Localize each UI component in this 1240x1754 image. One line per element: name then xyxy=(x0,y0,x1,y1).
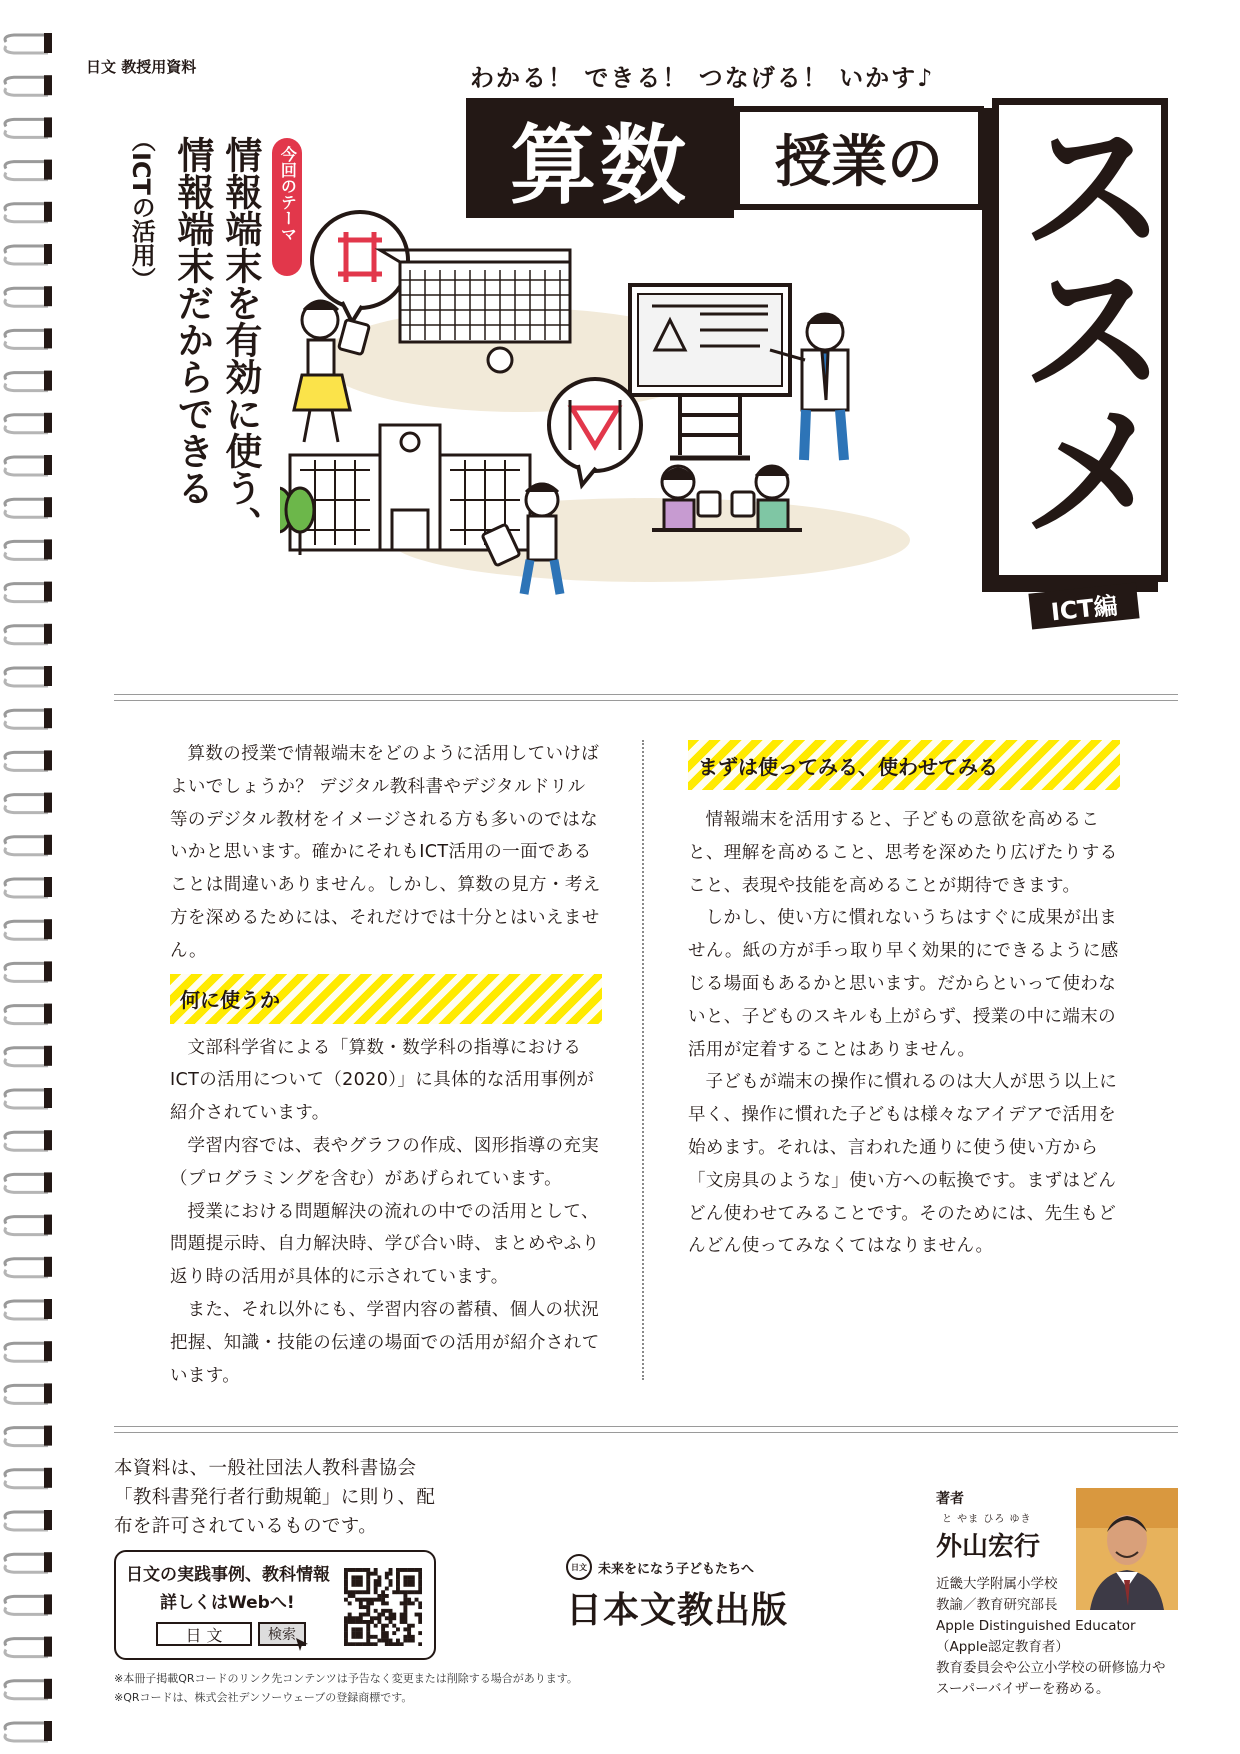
publisher-tag: 日文 教授用資料 xyxy=(86,58,197,76)
author-bio-line: スーパーバイザーを務める。 xyxy=(936,1681,1110,1697)
spiral-ring xyxy=(5,1468,52,1488)
spiral-ring xyxy=(5,455,52,475)
section1-heading: 何に使うか xyxy=(170,974,602,1024)
soccer-goal-icon xyxy=(380,250,570,342)
section1-p3: 授業における問題解決の流れの中での活用として、問題提示時、自力解決時、学び合い時、まとめやふり返り時の活用が具体的に示されています。 xyxy=(170,1201,600,1288)
section1-p4: また、それ以外にも、学習内容の蓄積、個人の状況把握、知識・技能の伝達の場面での活用が紹介されています。 xyxy=(170,1299,600,1386)
spiral-ring xyxy=(5,202,52,222)
spiral-ring xyxy=(5,877,52,897)
spiral-ring xyxy=(5,1341,52,1361)
spiral-ring xyxy=(5,413,52,433)
spiral-ring xyxy=(5,371,52,391)
author-ruby: と やま ひろ ゆき xyxy=(942,1514,1032,1525)
spiral-ring xyxy=(5,1721,52,1741)
divider-top xyxy=(114,694,1178,701)
spiral-ring xyxy=(5,1257,52,1277)
title-big: ススメ xyxy=(993,109,1167,535)
author-bio-line: 教諭／教育研究部長 xyxy=(936,1597,1058,1613)
spiral-ring xyxy=(5,624,52,644)
cursor-arrow-icon xyxy=(294,1636,310,1652)
column-left xyxy=(170,738,602,1392)
spiral-ring xyxy=(5,1004,52,1024)
title-block-sansu xyxy=(466,98,734,218)
author-photo xyxy=(1076,1488,1178,1610)
spiral-ring xyxy=(5,286,52,306)
web-info-box xyxy=(114,1550,436,1660)
theme-line2: 情報端末だからできる xyxy=(170,136,214,506)
spiral-ring xyxy=(5,497,52,517)
spiral-ring xyxy=(5,708,52,728)
spiral-ring xyxy=(5,160,52,180)
tagline: わかる！ できる！ つなげる！ いかす♪ xyxy=(470,64,935,92)
web-line2: 詳しくはWebへ! xyxy=(160,1593,295,1613)
column-right xyxy=(688,740,1120,1263)
search-input[interactable]: 日 文 xyxy=(156,1622,252,1646)
footer-notice: 本資料は、一般社団法人教科書協会「教科書発行者行動規範」に則り、配布を許可されているものです。 xyxy=(114,1458,436,1537)
divider-bottom xyxy=(114,1426,1178,1433)
tablet-icon xyxy=(698,492,720,516)
spiral-ring xyxy=(5,539,52,559)
section2-heading: まずは使ってみる、使わせてみる xyxy=(688,740,1120,790)
spiral-ring xyxy=(5,961,52,981)
spiral-ring xyxy=(5,1510,52,1530)
edition-badge: ICT編 xyxy=(1028,582,1139,629)
theme-line1: 情報端末を有効に使う、 xyxy=(218,136,262,543)
spiral-ring xyxy=(5,1679,52,1699)
author-bio-line: （Apple認定教育者） xyxy=(936,1639,1069,1655)
author-bio-line: 近畿大学附属小学校 xyxy=(936,1576,1058,1592)
web-line1: 日文の実践事例、教科情報 xyxy=(126,1565,330,1585)
spiral-ring xyxy=(5,1552,52,1572)
hero-illustration xyxy=(280,210,960,680)
section1-p1: 文部科学省による「算数・数学科の指導におけるICTの活用について（2020）」に具体的な活用事例が紹介されています。 xyxy=(170,1037,595,1124)
disclaimer-1: ※本冊子掲載QRコードのリンク先コンテンツは予告なく変更または削除する場合があります。 xyxy=(114,1672,578,1685)
author-label: 著者 xyxy=(936,1491,964,1507)
spiral-ring xyxy=(5,117,52,137)
spiral-ring xyxy=(5,1594,52,1614)
search-button[interactable]: 検索 xyxy=(258,1622,306,1646)
disclaimer-2: ※QRコードは、株式会社デンソーウェーブの登録商標です。 xyxy=(114,1691,413,1704)
whiteboard-icon xyxy=(630,285,790,458)
title-part2: 授業の xyxy=(775,130,943,195)
spiral-ring xyxy=(5,835,52,855)
logo-slogan: 未来をになう子どもたちへ xyxy=(598,1561,755,1577)
author-name: 外山宏行 xyxy=(936,1532,1041,1562)
section2-p1: 情報端末を活用すると、子どもの意欲を高めること、理解を高めること、思考を深めたり広げたりすること、表現や技能を高めることが期待できます。 xyxy=(688,810,1118,896)
spiral-ring xyxy=(5,1383,52,1403)
spiral-ring xyxy=(5,328,52,348)
spiral-ring xyxy=(5,1046,52,1066)
spiral-ring xyxy=(5,666,52,686)
title-block-jugyou xyxy=(734,106,984,210)
speech-bubble-triangle-icon xyxy=(549,379,641,485)
column-separator xyxy=(642,740,644,1380)
spiral-ring xyxy=(5,1426,52,1446)
theme-badge-label: 今回のテーマ xyxy=(278,146,298,242)
intro-paragraph: 算数の授業で情報端末をどのように活用していけばよいでしょうか？ デジタル教科書やデジタルドリル等のデジタル教材をイメージされる方も多いのではないかと思います。確かにそれもICT活用の一面であることは間違いありません。しかし、算数の見方・考え方を深めるためには、それだけでは十分とはいえません。 xyxy=(170,744,601,961)
spiral-ring xyxy=(5,244,52,264)
title-part1: 算数 xyxy=(510,116,690,216)
publisher-mark: 日文 xyxy=(566,1554,592,1580)
author-bio-line: Apple Distinguished Educator xyxy=(936,1618,1136,1634)
spiral-ring xyxy=(5,1130,52,1150)
section2-p3: 子どもが端末の操作に慣れるのは大人が思う以上に早く、操作に慣れた子どもは様々なアイデアで活用を始めます。それは、言われた通りに使う使い方から「文房具のような」使い方への転換です。まずはどんどん使わせてみることです。そのためには、先生もどんどん使ってみなくてはなりません。 xyxy=(688,1072,1118,1257)
spiral-binding xyxy=(0,0,70,1754)
spiral-ring xyxy=(5,1215,52,1235)
theme-sub: （ICTの活用） xyxy=(127,128,156,291)
section2-p2: しかし、使い方に慣れないうちはすぐに成果が出ません。紙の方が手っ取り早く効果的にできるように感じる場面もあるかと思います。だからといって使わないと、子どものスキルも上がらず、授業の中に端末の活用が定着することはありません。 xyxy=(688,908,1119,1060)
spiral-ring xyxy=(5,919,52,939)
qr-code-icon[interactable] xyxy=(344,1568,422,1646)
soccer-ball-icon xyxy=(488,348,512,372)
spiral-ring xyxy=(5,1172,52,1192)
publisher-logo xyxy=(566,1554,816,1633)
spiral-ring xyxy=(5,33,52,53)
spiral-ring xyxy=(5,582,52,602)
section1-p2: 学習内容では、表やグラフの作成、図形指導の充実（プログラミングを含む）があげられています。 xyxy=(170,1135,600,1189)
spiral-ring xyxy=(5,1088,52,1108)
logo-name: 日本文教出版 xyxy=(566,1590,789,1631)
author-bio-line: 教育委員会や公立小学校の研修協力や xyxy=(936,1660,1166,1676)
title-block-susume xyxy=(992,98,1168,582)
spiral-ring xyxy=(5,1637,52,1657)
spiral-ring xyxy=(5,1299,52,1319)
spiral-ring xyxy=(5,793,52,813)
spiral-ring xyxy=(5,75,52,95)
spiral-ring xyxy=(5,750,52,770)
